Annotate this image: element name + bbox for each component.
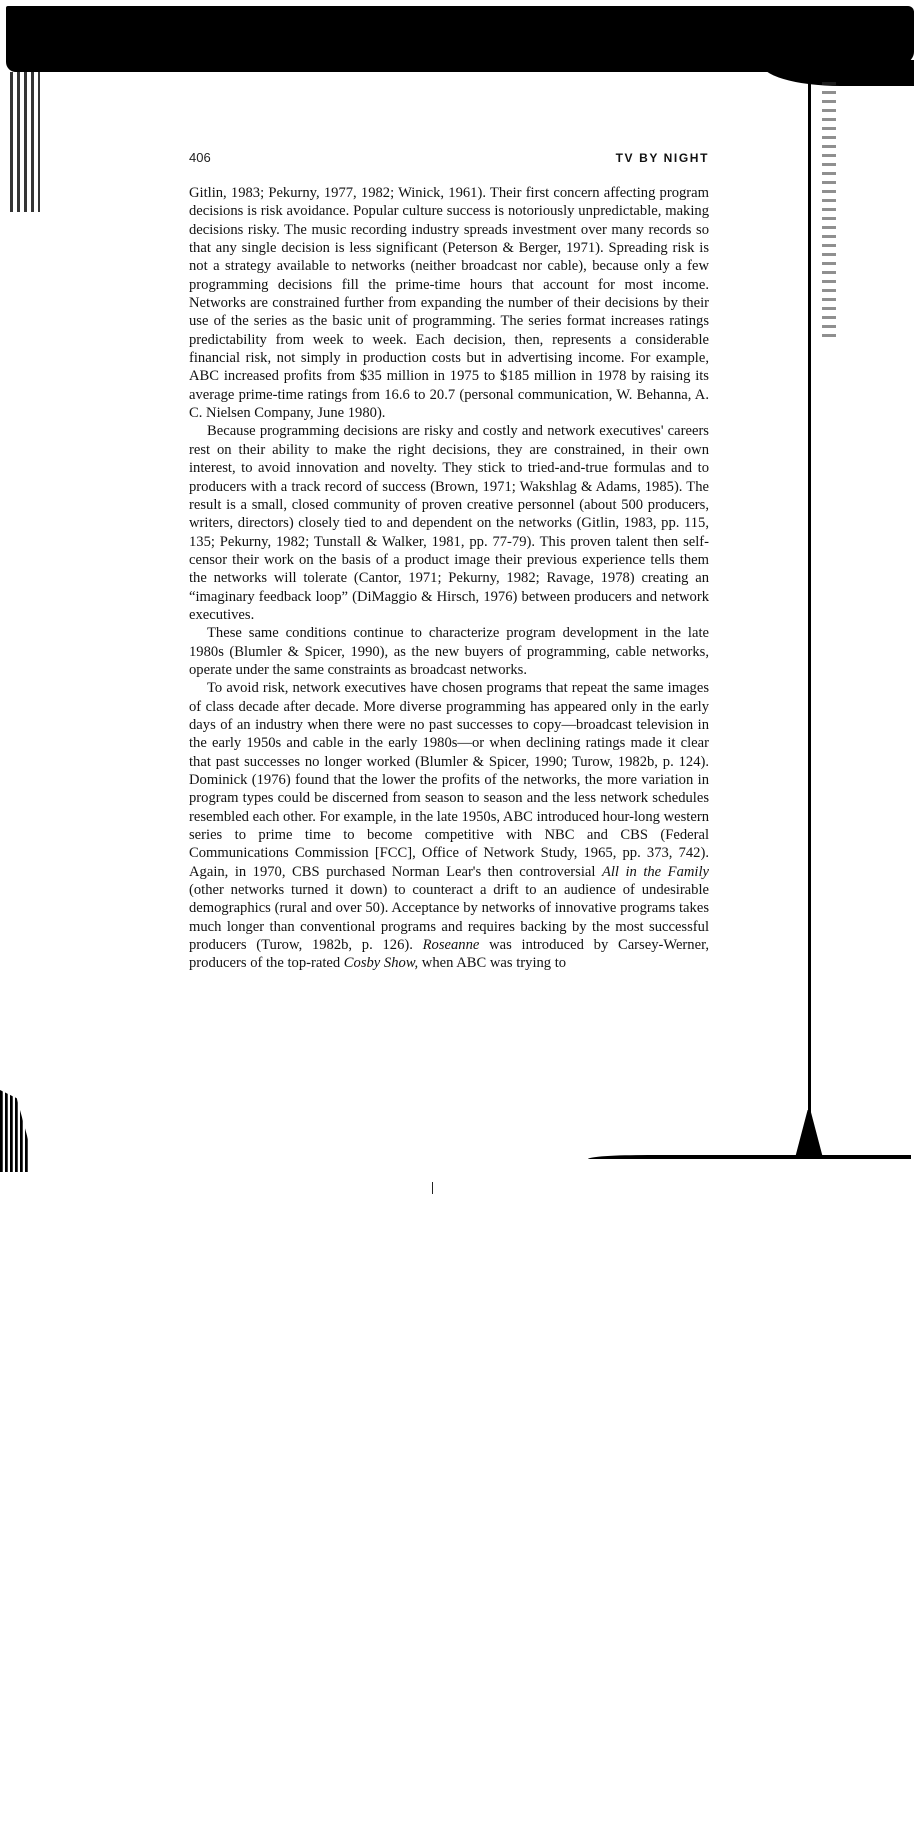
gutter-mark	[432, 1182, 433, 1194]
text-run: To avoid risk, network executives have chosen programs that repeat the same images of class decade after decade. More diverse programming has appeared only in the early days of an industry when there were no past successes to copy—broadcast television in the early 1950s and cable in the early 1980s—or when declining ratings made it clear that past successes no longer worked (Blumler & Spicer, 1990; Turow, 1982b, p. 124). Dominick (1976) found that the lower the profits of the networks, the more variation in program types could be discerned from season to season and the less network schedules resembled each other. For example, in the late 1950s, ABC introduced hour-long western series to prime time to become competitive with NBC and CBS (Federal Communications Commission [FCC], Office of Network Study, 1965, pp. 373, 742). Again, in 1970, CBS purchased Norman Lear's then controversial	[189, 680, 709, 880]
running-head	[189, 150, 709, 172]
page-edge-bottom	[588, 1155, 911, 1159]
italic-title: Roseanne	[422, 937, 480, 954]
page-number: 406	[189, 150, 211, 165]
body-text	[189, 184, 709, 973]
text-run: Because programming decisions are risky and costly and network executives' careers rest on their ability to make the right decisions, they are constrained, in their own interest, to avoid innovation and novelty. They stick to tried-and-true formulas and to producers with a track record of success (Brown, 1971; Wakshlag & Adams, 1985). The result is a small, closed community of proven creative personnel (about 500 producers, writers, directors) closely tied to and dependent on the networks (Gitlin, 1983, pp. 115, 135; Pekurny, 1982; Tunstall & Walker, 1981, pp. 77-79). This proven talent then self-censor their work on the basis of a product image their previous experience tells them the networks will tolerate (Cantor, 1971; Pekurny, 1982; Ravage, 1978) creating an “imaginary feedback loop” (DiMaggio & Hirsch, 1976) between producers and network executives.	[189, 423, 709, 623]
italic-title: Cosby Show,	[343, 955, 419, 972]
scan-speckle-right	[822, 82, 836, 342]
page-edge-left	[10, 72, 40, 212]
text-run: was introduced by Carsey-Werner, producers of the top-rated	[189, 937, 709, 972]
page-edge-bottom-flare	[795, 1110, 823, 1158]
paragraph	[189, 184, 709, 422]
page-edge-right	[808, 78, 811, 1153]
page-edge-left-bottom	[0, 1090, 28, 1172]
text-run: Gitlin, 1983; Pekurny, 1977, 1982; Winick, 1961). Their first concern affecting program decisions is risk avoidance. Popular culture success is notoriously unpredictable, making decisions risky. The music recording industry spreads investment over many records so that any single decision is less significant (Peterson & Berger, 1971). Spreading risk is not a strategy available to networks (neither broadcast nor cable), because only a few programming decisions fill the prime-time hours that account for most income. Networks are constrained further from expanding the number of their decisions by their use of the series as the basic unit of programming. The series format increases ratings predictability from week to week. Each decision, then, represents a considerable financial risk, not simply in production costs but in advertising income. For example, ABC increased profits from $35 million in 1975 to $185 million in 1978 by raising its average prime-time ratings from 16.6 to 20.7 (personal communication, W. Behanna, A. C. Nielsen Company, June 1980).	[189, 185, 709, 422]
paragraph	[189, 679, 709, 973]
paragraph	[189, 422, 709, 624]
paragraph	[189, 624, 709, 679]
book-page	[189, 150, 709, 973]
scan-shadow-top-curve	[760, 60, 914, 86]
text-run: (other networks turned it down) to counteract a drift to an audience of undesirable demographics (rural and over 50). Acceptance by networks of innovative programs takes much longer than conventional programs and requires backing by the most successful producers (Turow, 1982b, p. 126).	[189, 882, 709, 954]
italic-title: All in the Family	[601, 863, 709, 880]
text-run: These same conditions continue to characterize program development in the late 1980s (Blumler & Spicer, 1990), as the new buyers of programming, cable networks, operate under the same constraints as broadcast networks.	[189, 625, 709, 678]
book-title-header: TV BY NIGHT	[615, 151, 709, 165]
text-run: when ABC was trying to	[418, 955, 567, 972]
